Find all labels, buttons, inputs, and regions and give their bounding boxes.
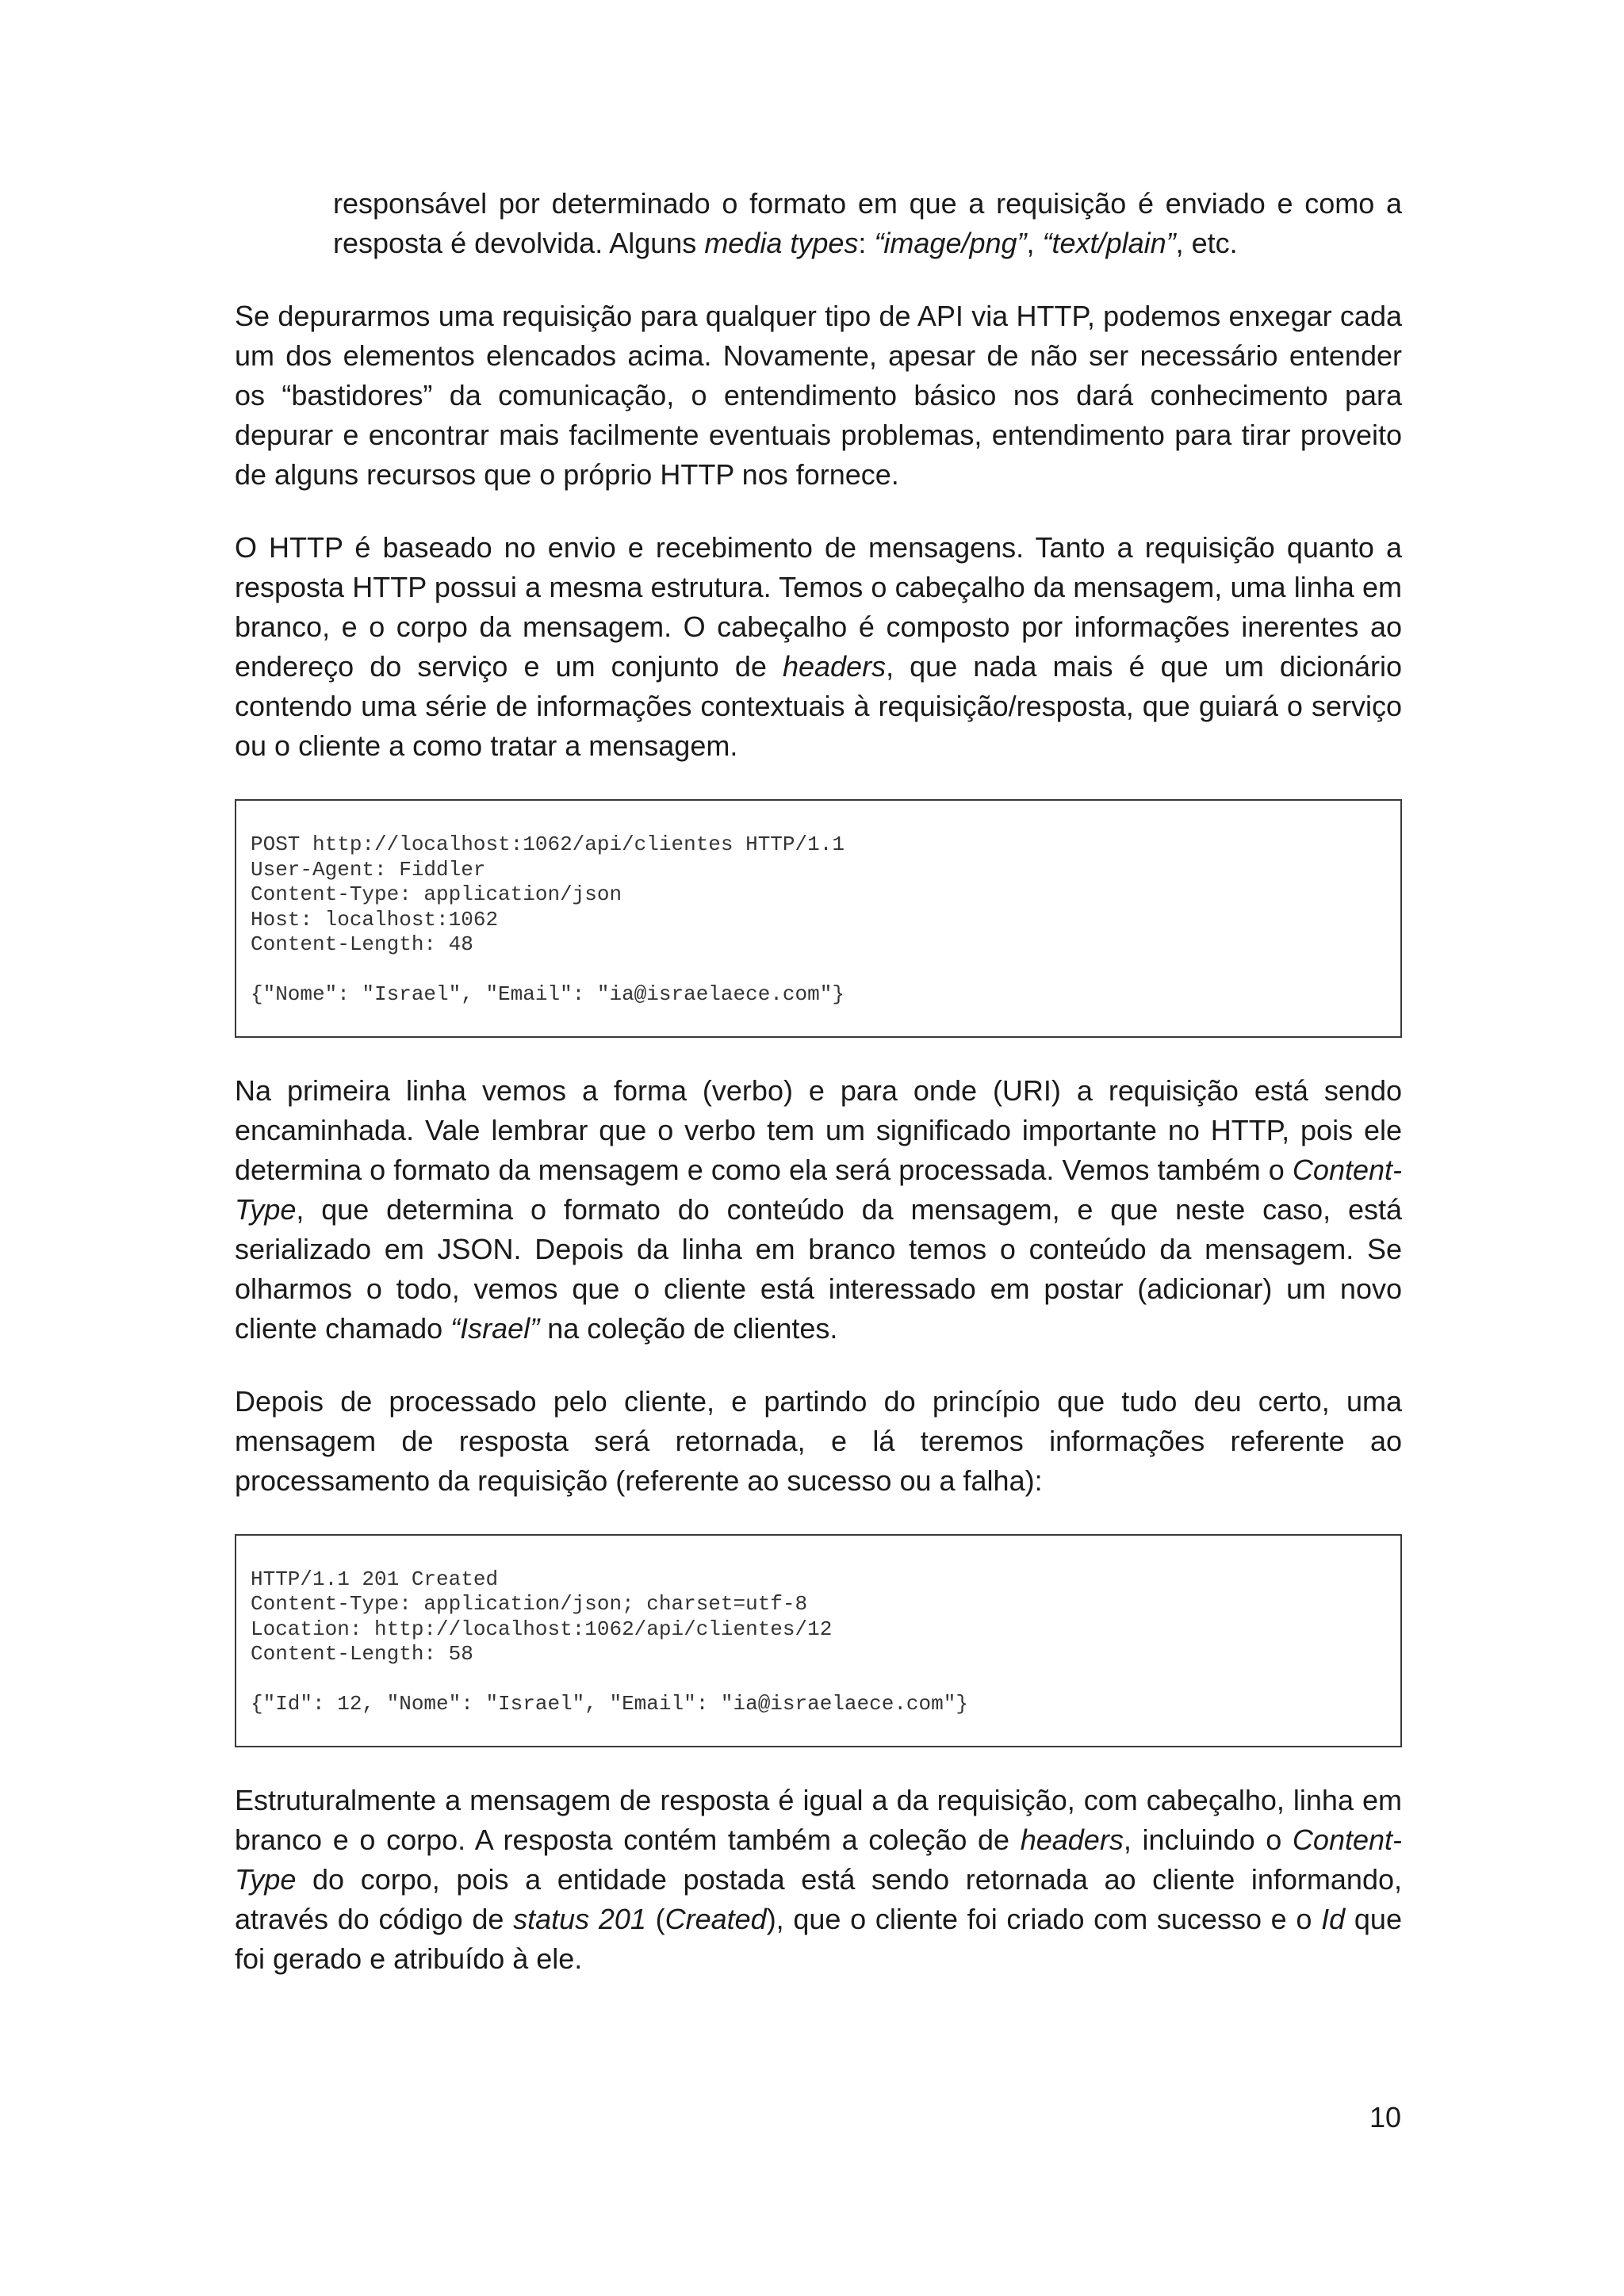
paragraph-emphasis: Content-Type [235,1823,1402,1896]
paragraph-emphasis: headers [782,650,887,683]
code-block-response [235,1534,1402,1747]
code-line: Location: http://localhost:1062/api/clientes/12 [251,1617,833,1641]
paragraph-emphasis: “text/plain” [1042,227,1176,259]
paragraph-http-messages [235,528,1402,766]
paragraph-text: Estruturalmente a mensagem de resposta é igual a da requisição, com cabeçalho, linha em branco e o corpo. A resposta contém também a coleção de [235,1783,1402,1856]
paragraph-debugging: Se depurarmos uma requisição para qualquer tipo de API via HTTP, podemos enxegar cada um dos elementos elencados acima. Novamente, apesar de não ser necessário entender os “bastidores” da comunicação, o entendimento básico nos dará conhecimento para depurar e encontrar mais facilmente eventuais problemas, entendimento para tirar proveito de alguns recursos que o próprio HTTP nos fornece. [235,300,1402,491]
paragraph-emphasis: headers [1020,1823,1124,1856]
paragraph-text: que foi gerado e atribuído à ele. [235,1902,1402,1975]
paragraph-emphasis: “image/png” [874,227,1027,259]
paragraph-response-structure [235,1781,1402,1979]
code-line: {"Id": 12, "Nome": "Israel", "Email": "ia@israelaece.com"} [251,1692,968,1716]
code-line: {"Nome": "Israel", "Email": "ia@israelaece.com"} [251,982,845,1006]
paragraph-text: ( [645,1902,665,1935]
paragraph-text: , [1026,227,1043,259]
page-number: 10 [1369,2101,1401,2133]
code-line: POST http://localhost:1062/api/clientes HTTP/1.1 [251,832,845,856]
code-line [251,1667,1386,1693]
paragraph-media-types [333,184,1402,263]
document-page [235,184,1402,1979]
paragraph-response-intro: Depois de processado pelo cliente, e partindo do princípio que tudo deu certo, uma mensagem de resposta será retornada, e lá teremos informações referente ao processamento da requisição (referente ao sucesso ou a falha): [235,1384,1402,1497]
paragraph-first-line [235,1071,1402,1349]
code-line: Host: localhost:1062 [251,907,499,932]
code-line: User-Agent: Fiddler [251,857,486,882]
paragraph-emphasis: “Israel” [450,1311,540,1345]
paragraph-text: na coleção de clientes. [539,1311,838,1345]
code-line: HTTP/1.1 201 Created [251,1567,499,1591]
code-line [251,958,1386,983]
paragraph-text: , etc. [1175,227,1238,259]
paragraph-text: do corpo, pois a entidade postada está sendo retornada ao cliente informando, através do código de [235,1862,1402,1935]
paragraph-text: responsável por determinado o formato em que a requisição é enviado e como a resposta é devolvida. Alguns [333,187,1402,259]
paragraph-text: , que determina o formato do conteúdo da mensagem, e que neste caso, está serializado em JSON. Depois da linha em branco temos o conteúdo da mensagem. Se olharmos o todo, vemos que o cliente está interessado em postar (adicionar) um novo cliente chamado [235,1192,1402,1345]
paragraph-text: ), que o cliente foi criado com sucesso e o [766,1902,1322,1935]
code-line: Content-Type: application/json [251,882,622,906]
code-line: Content-Length: 58 [251,1642,473,1666]
paragraph-text: Na primeira linha vemos a forma (verbo) e para onde (URI) a requisição está sendo encaminhada. Vale lembrar que o verbo tem um significado importante no HTTP, pois ele determina o formato da mensagem e como ela será processada. Vemos também o [235,1073,1402,1186]
paragraph-text: , incluindo o [1123,1823,1293,1856]
code-line: Content-Length: 48 [251,932,473,956]
code-block-request [235,799,1402,1038]
paragraph-text: O HTTP é baseado no envio e recebimento de mensagens. Tanto a requisição quanto a resposta HTTP possui a mesma estrutura. Temos o cabeçalho da mensagem, uma linha em branco, e o corpo da mensagem. O cabeçalho é composto por informações inerentes ao endereço do serviço e um conjunto de [235,531,1402,683]
paragraph-text: , que nada mais é que um dicionário contendo uma série de informações contextuais à requisição/resposta, que guiará o serviço ou o cliente a como tratar a mensagem. [235,650,1403,762]
paragraph-emphasis: Created [665,1902,767,1935]
paragraph-emphasis: status 201 [513,1902,646,1935]
code-line: Content-Type: application/json; charset=utf-8 [251,1592,808,1616]
paragraph-emphasis: Id [1321,1902,1346,1935]
paragraph-text: : [858,227,875,259]
paragraph-emphasis: Content-Type [235,1153,1402,1226]
paragraph-emphasis: media types [704,227,859,259]
